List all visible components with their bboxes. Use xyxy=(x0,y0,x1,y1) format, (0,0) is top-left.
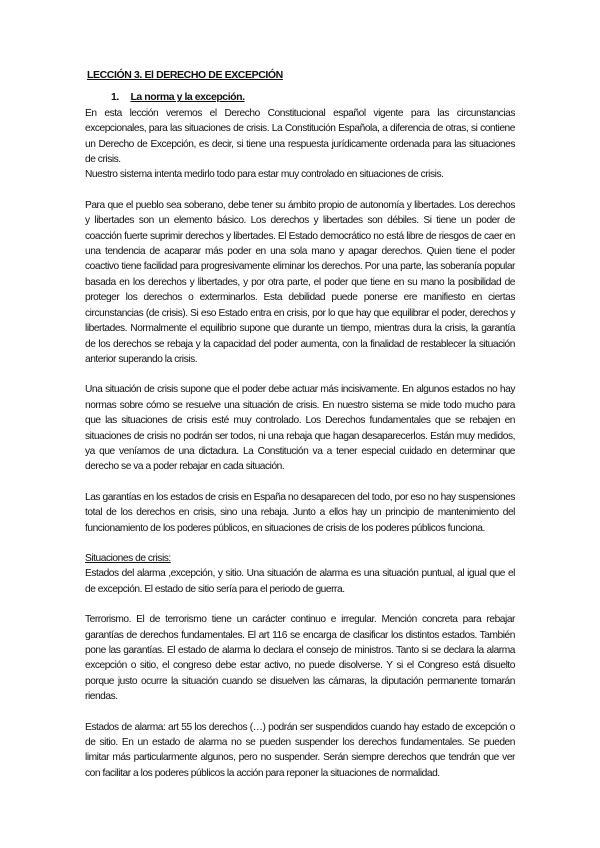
section-number: 1. xyxy=(111,91,119,104)
intro-paragraph: En esta lección veremos el Derecho Constitucional español vigente para las circunstancias excepcionales, para las situaciones de crisis. La Constitución Española, a diferencia de otras, si contiene un Derecho de Excepción, es decir, si tiene una respuesta jurídicamente ordenada para las situaciones de crisis. xyxy=(85,107,515,166)
intro-paragraph-2: Nuestro sistema intenta medirlo todo para estar muy controlado en situaciones de crisis. xyxy=(85,169,444,181)
section-heading xyxy=(111,90,515,105)
situaciones-heading: Situaciones de crisis: xyxy=(85,552,171,564)
paragraph-soberania: Para que el pueblo sea soberano, debe tener su ámbito propio de autonomía y libertades. Los derechos y libertades son un elemento básico. Los derechos y libertades son débiles. Si tiene un poder de coacción fuerte suprimir derechos y libertades. El Estado democrático no está libre de riesgos de caer en una tendencia de acaparar más poder en una sola mano y apagar derechos. Quien tiene el poder coactivo tiene facilidad para progresivamente eliminar los derechos. Por una parte, las soberanía popular basada en los derechos y libertades, y por otra parte, el poder que tiene en su mano la posibilidad de proteger los derechos o exterminarlos. Esta debilidad puede ponerse ere manifiesto en ciertas circunstancias (de crisis). Si eso Estado entra en crisis, por lo que hay que equilibrar el poder, derechos y libertades. Normalmente el equilibrio supone que durante un tiempo, mientras dura la crisis, la garantía de los derechos se rebaja y la capacidad del poder aumenta, con la finalidad de restablecer la situación anterior superando la crisis. xyxy=(85,199,515,365)
section-title: La norma y la excepción. xyxy=(130,91,245,104)
paragraph-garantias: Las garantías en los estados de crisis en España no desaparecen del todo, por eso no hay suspensiones total de los derechos en crisis, sino una rebaja. Junto a ellos hay un principio de mantenimiento del funcionamiento de los poderes públicos, en situaciones de crisis de los poderes públicos funciona. xyxy=(85,491,515,534)
paragraph-terrorismo: Terrorismo. El de terrorismo tiene un carácter continuo e irregular. Mención concreta para rebajar garantías de derechos fundamentales. El art 116 se encarga de clasificar los distintos estados. También pone las garantías. El estado de alarma lo declara el consejo de ministros. Tanto si se declara la alarma excepción o sitio, el congreso debe estar activo, no puede disolverse. Y si el Congreso está disuelto porque justo ocurre la situación cuando se disuelven las cámaras, la diputación permanente tomarán riendas. xyxy=(85,614,515,703)
lesson-title: LECCIÓN 3. El DERECHO DE EXCEPCIÓN xyxy=(87,69,283,81)
paragraph-situacion-crisis: Una situación de crisis supone que el poder debe actuar más incisivamente. En algunos estados no hay normas sobre cómo se resuelve una situación de crisis. En nuestro sistema se mide todo mucho para que las situaciones de crisis esté muy controlado. Los Derechos fundamentales que se rebajen en situaciones de crisis no podrán ser todos, ni una rebaja que hagan desaparecerlos. Están muy medidos, ya que veníamos de una dictadura. La Constitución va a tener especial cuidado en determinar que derecho se va a poder rebajar en cada situación. xyxy=(85,384,515,473)
document-body xyxy=(85,68,515,781)
paragraph-estados: Estados del alarma ,excepción, y sitio. Una situación de alarma es una situación puntual, al igual que el de excepción. El estado de sitio sería para el periodo de guerra. xyxy=(85,568,515,595)
paragraph-estados-alarma: Estados de alarma: art 55 los derechos (…) podrán ser suspendidos cuando hay estado de excepción o de sitio. En un estado de alarma no se pueden suspender los derechos fundamentales. Se pueden limitar más particularmente algunos, pero no suspender. Serán siempre derechos que tendrán que ver con facilitar a los poderes públicos la acción para reponer la situaciones de normalidad. xyxy=(85,721,515,779)
